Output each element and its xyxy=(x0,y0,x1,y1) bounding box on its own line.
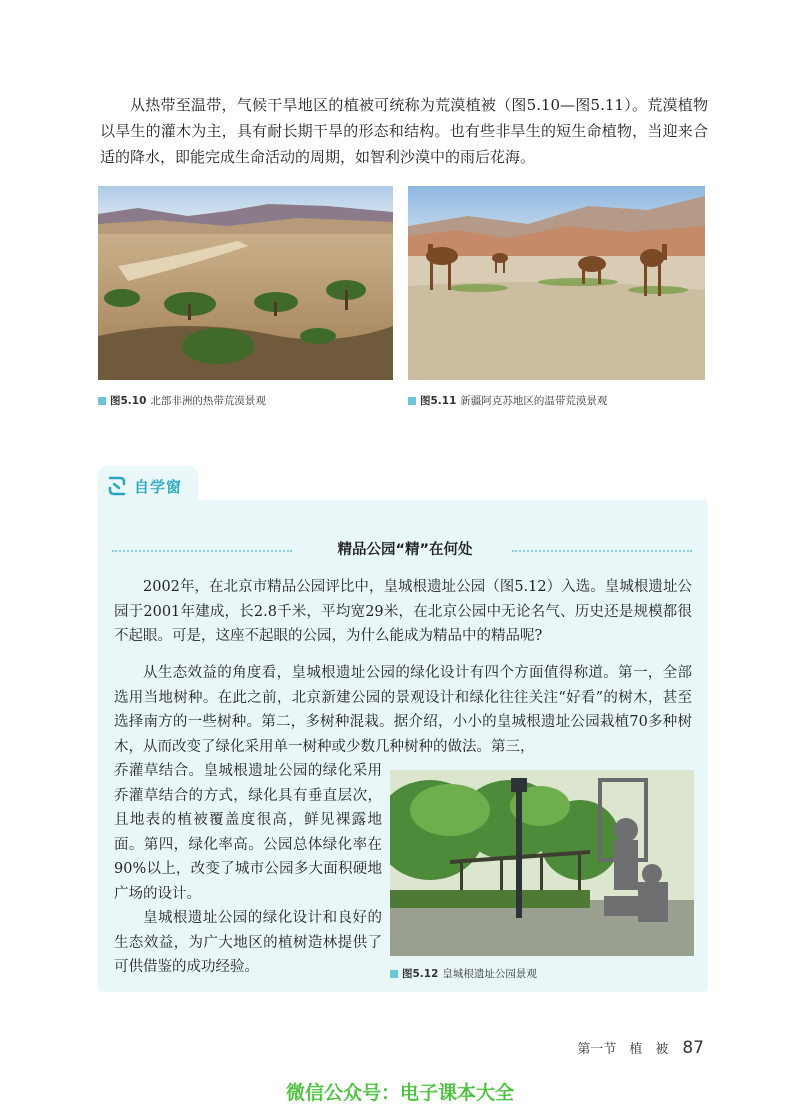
selfstudy-title: 精品公园“精”在何处 xyxy=(337,542,473,558)
selfstudy-tab xyxy=(98,466,198,506)
caption-marker-icon xyxy=(408,397,416,405)
page-footer xyxy=(577,1038,704,1058)
caption-marker-icon xyxy=(390,970,398,978)
watermark-text: 微信公众号：电子课本大全 xyxy=(285,1082,514,1104)
selfstudy-logo-icon xyxy=(106,475,128,497)
section-label: 第一节 植 被 xyxy=(577,1042,669,1057)
photo-xinjiang-desert-camels xyxy=(408,186,705,380)
figure-caption-5-11: 图5.11 新疆阿克苏地区的温带荒漠景观 xyxy=(408,393,607,408)
selfstudy-paragraph-1: 2002年，在北京市精品公园评比中，皇城根遗址公园（图5.12）入选。皇城根遗址公园于2001年建成，长2.8千米，平均宽29米，在北京公园中无论名气、历史还是规模都很不起眼。可是，这座不起眼的公园，为什么能成为精品中的精品呢? xyxy=(114,579,692,644)
selfstudy-paragraph-3: 皇城根遗址公园的绿化设计和良好的生态效益，为广大地区的植树造林提供了可供借鉴的成功经验。 xyxy=(114,910,382,975)
selfstudy-paragraph-2-continued: 乔灌草结合。皇城根遗址公园的绿化采用乔灌草结合的方式，绿化具有垂直层次，且地表的植被覆盖度很高，鲜见裸露地面。第四，绿化率高。公园总体绿化率在90%以上，改变了城市公园多大面积硬地广场的设计。 xyxy=(114,763,382,902)
figure-caption-5-12: 图5.12 皇城根遗址公园景观 xyxy=(390,966,537,981)
selfstudy-tab-label: 自学窗 xyxy=(134,477,183,496)
caption-marker-icon xyxy=(98,397,106,405)
page-number: 87 xyxy=(682,1038,704,1058)
intro-paragraph: 从热带至温带，气候干旱地区的植被可统称为荒漠植被（图5.10—图5.11）。荒漠植物以旱生的灌木为主，具有耐长期干旱的形态和结构。也有些非旱生的短生命植物，当迎来合适的降水，即能完成生命活动的周期，如智利沙漠中的雨后花海。 xyxy=(100,96,708,166)
figure-caption-5-10: 图5.10 北部非洲的热带荒漠景观 xyxy=(98,393,266,408)
photo-north-africa-desert xyxy=(98,186,393,380)
photo-huangchenggen-park xyxy=(390,770,694,956)
title-divider-left xyxy=(112,550,292,552)
title-divider-right xyxy=(512,550,692,552)
selfstudy-paragraph-2: 从生态效益的角度看，皇城根遗址公园的绿化设计有四个方面值得称道。第一，全部选用当地树种。在此之前，北京新建公园的景观设计和绿化往往关注“好看”的树木，甚至选择南方的一些树种。第二，多树种混栽。据介绍，小小的皇城根遗址公园栽植70多种树木，从而改变了绿化采用单一树种或少数几种树种的做法。第三， xyxy=(114,665,692,755)
